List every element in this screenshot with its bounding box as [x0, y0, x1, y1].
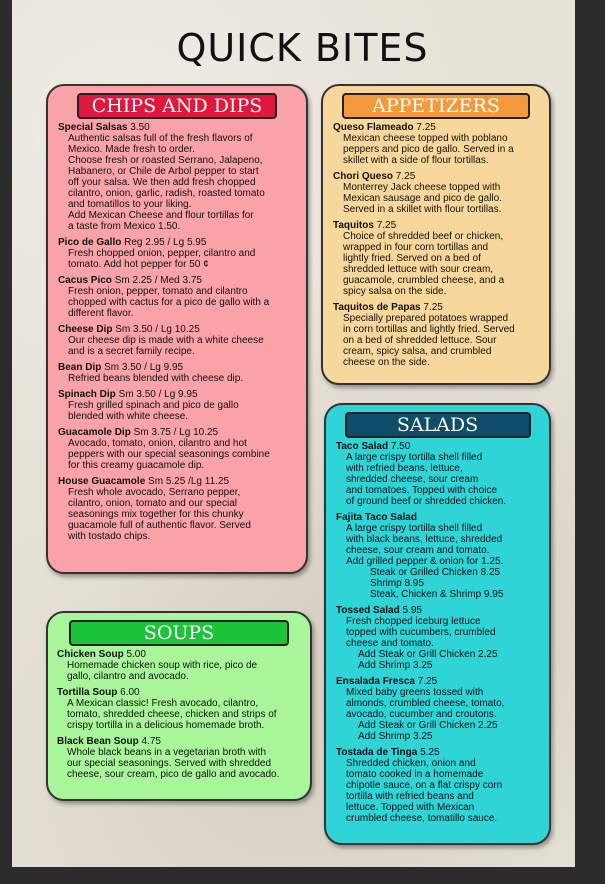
- description-line: a taste from Mexico 1.50.: [68, 221, 181, 232]
- menu-item-price: Sm 3.50 / Lg 9.95: [104, 362, 184, 373]
- menu-item-header: [58, 476, 298, 487]
- menu-item: [336, 676, 546, 742]
- menu-item: [336, 747, 546, 824]
- description-line: cheese on the side.: [343, 357, 430, 368]
- description-line: A large crispy tortilla shell filled: [346, 452, 483, 463]
- description-line: Mexican sausage and pico de gallo.: [343, 193, 502, 204]
- menu-item-header: [58, 427, 298, 438]
- menu-item-name: Chori Queso: [333, 171, 394, 182]
- menu-item: [58, 476, 298, 542]
- menu-item-price: Sm 3.50 / Lg 9.95: [118, 389, 198, 400]
- salads-header: SALADS: [345, 412, 531, 438]
- description-line: Mexico. Made fresh to order.: [68, 144, 195, 155]
- description-line: Habanero, or Chile de Arbol pepper to start: [68, 166, 259, 177]
- description-line: crumbled cheese, tomatillo sauce.: [346, 813, 498, 824]
- menu-item-header: [333, 220, 543, 231]
- description-line: different flavor.: [68, 308, 134, 319]
- menu-item-price: 7.25: [423, 302, 443, 313]
- description-line: Served in a skillet with flour tortillas.: [343, 204, 502, 215]
- description-line: in corn tortillas and lightly fried. Served: [343, 324, 515, 335]
- description-line: Homemade chicken soup with rice, pico de: [67, 660, 258, 671]
- menu-item-price: 7.25: [376, 220, 397, 231]
- menu-item-name: Chicken Soup: [57, 649, 124, 660]
- menu-item-description: [57, 747, 307, 780]
- menu-item-description: [333, 313, 543, 368]
- menu-item-name: Cheese Dip: [58, 324, 113, 335]
- menu-item: [58, 237, 298, 270]
- menu-item-description: [58, 133, 298, 232]
- description-line: guacamole, crumbled cheese, and a: [343, 275, 505, 286]
- menu-item-price: Sm 3.75 / Lg 10.25: [133, 427, 219, 438]
- page-title: QUICK BITES: [176, 26, 429, 70]
- description-line: Fresh whole avocado, Serrano pepper,: [68, 487, 241, 498]
- description-line: Refried beans blended with cheese dip.: [68, 373, 244, 384]
- description-line: Fresh chopped iceburg lettuce: [346, 616, 481, 627]
- description-line: cheese, sour cream and tomato.: [346, 545, 490, 556]
- menu-item-price: Sm 2.25 / Med 3.75: [114, 275, 202, 286]
- menu-item-header: [58, 362, 298, 373]
- description-line: cilantro, onion, tomato and our special: [68, 498, 237, 509]
- menu-item: [58, 122, 298, 232]
- menu-item-price: 4.75: [141, 736, 161, 747]
- menu-item-name: Queso Flameado: [333, 122, 414, 133]
- menu-item-description: [333, 133, 543, 166]
- menu-item-description: [336, 616, 546, 671]
- description-line: avocado, cucumber and croutons.: [346, 709, 497, 720]
- menu-item-name: Taco Salad: [336, 441, 389, 452]
- menu-item-name: Pico de Gallo: [58, 237, 122, 248]
- description-line: tomato, shredded cheese, chicken and strips of: [67, 709, 277, 720]
- description-line: Add grilled pepper & onion for 1.25.: [346, 556, 504, 567]
- menu-item-header: [333, 302, 543, 313]
- menu-item-name: Fajita Taco Salad: [336, 512, 417, 523]
- menu-item-name: Ensalada Fresca: [336, 676, 415, 687]
- menu-item-name: Special Salsas: [58, 122, 128, 133]
- description-line: with refried beans, lettuce,: [346, 463, 463, 474]
- description-line: chopped with cactus for a pico de gallo with a: [68, 297, 270, 308]
- menu-item-description: [58, 286, 298, 319]
- menu-item-header: [336, 747, 546, 758]
- menu-item: [58, 389, 298, 422]
- menu-item-header: [57, 649, 307, 660]
- menu-item: [57, 649, 307, 682]
- menu-item: [58, 324, 298, 357]
- description-line: lettuce. Topped with Mexican: [346, 802, 475, 813]
- menu-item-description: [336, 687, 546, 742]
- salads-panel: [324, 403, 551, 845]
- description-line: seasonings mix together for this chunky: [68, 509, 244, 520]
- description-line: off your salsa. We then add fresh chopped: [68, 177, 256, 188]
- menu-item-price: 7.25: [417, 676, 438, 687]
- description-line: of ground beef or shredded chicken.: [346, 496, 507, 507]
- soups-header: SOUPS: [69, 620, 289, 646]
- menu-item-price: Reg 2.95 / Lg 5.95: [124, 237, 207, 248]
- menu-item-price: Sm 3.50 / Lg 10.25: [115, 324, 200, 335]
- add-on-option: Steak, Chicken & Shrimp 9.95: [370, 589, 504, 600]
- menu-item-price: 5.25: [420, 747, 440, 758]
- menu-item-price: 6.00: [120, 687, 140, 698]
- menu-item-description: [58, 487, 298, 542]
- description-line: tortilla with refried beans and: [346, 791, 474, 802]
- soups-list: [57, 649, 307, 785]
- description-line: peppers and pico de gallo. Served in a: [343, 144, 514, 155]
- description-line: and is a secret family recipe.: [68, 346, 195, 357]
- menu-item-name: Guacamole Dip: [58, 427, 131, 438]
- menu-item: [336, 605, 546, 671]
- menu-item-description: [57, 660, 307, 682]
- menu-item-description: [58, 400, 298, 422]
- menu-item-description: [57, 698, 307, 731]
- description-line: Authentic salsas full of the fresh flavors of: [68, 133, 253, 144]
- menu-item: [333, 122, 543, 166]
- description-line: with tostado chips.: [68, 531, 151, 542]
- salads-list: [336, 441, 546, 829]
- menu-item-price: 5.00: [126, 649, 146, 660]
- description-line: and tomatoes. Topped with choice: [346, 485, 498, 496]
- menu-item-header: [58, 324, 298, 335]
- description-line: Fresh onion, pepper, tomato and cilantro: [68, 286, 248, 297]
- menu-item-header: [336, 512, 546, 523]
- add-on-option: Steak or Grilled Chicken 8.25: [370, 567, 501, 578]
- description-line: Avocado, tomato, onion, cilantro and hot: [68, 438, 247, 449]
- description-line: chipotle sauce, on a flat crispy corn: [346, 780, 503, 791]
- menu-item-name: Tossed Salad: [336, 605, 400, 616]
- menu-item-name: Tostada de Tinga: [336, 747, 418, 758]
- description-line: cheese, sour cream, pico de gallo and avocado.: [67, 769, 280, 780]
- menu-item-header: [58, 237, 298, 248]
- menu-item-description: [336, 452, 546, 507]
- menu-item-header: [333, 171, 543, 182]
- menu-item-name: Taquitos: [333, 220, 374, 231]
- description-line: peppers with our special seasonings combine: [68, 449, 270, 460]
- menu-item-description: [58, 438, 298, 471]
- menu-item-price: 5.95: [402, 605, 422, 616]
- menu-item-price: 7.50: [390, 441, 411, 452]
- description-line: spicy salsa on the side.: [343, 286, 447, 297]
- description-line: skillet with a side of flour tortillas.: [343, 155, 489, 166]
- description-line: topped with cucumbers, crumbled: [346, 627, 496, 638]
- menu-item-header: [57, 736, 307, 747]
- menu-item: [57, 687, 307, 731]
- description-line: wrapped in four corn tortillas and: [343, 242, 489, 253]
- menu-item-description: [58, 248, 298, 270]
- description-line: Choice of shredded beef or chicken,: [343, 231, 504, 242]
- description-line: Our cheese dip is made with a white cheese: [68, 335, 264, 346]
- menu-item: [58, 427, 298, 471]
- soups-panel: [46, 611, 312, 801]
- description-line: almonds, crumbled cheese, tomato,: [346, 698, 505, 709]
- description-line: cheese and tomato.: [346, 638, 434, 649]
- menu-item: [333, 302, 543, 368]
- menu-item-price: Sm 5.25 /Lg 11.25: [148, 476, 230, 487]
- chips-panel: [46, 84, 308, 574]
- description-line: blended with white cheese.: [68, 411, 189, 422]
- description-line: A Mexican classic! Fresh avocado, cilantro,: [67, 698, 259, 709]
- menu-item-name: House Guacamole: [58, 476, 146, 487]
- description-line: Mixed baby greens tossed with: [346, 687, 484, 698]
- description-line: tomato. Add hot pepper for 50 ¢: [68, 259, 209, 270]
- menu-item: [333, 171, 543, 215]
- description-line: for this creamy guacamole dip.: [68, 460, 205, 471]
- appetizers-panel: [321, 84, 551, 385]
- appetizers-list: [333, 122, 543, 373]
- description-line: Shredded chicken, onion and: [346, 758, 476, 769]
- chips-header: CHIPS AND DIPS: [77, 93, 277, 119]
- menu-item-header: [336, 676, 546, 687]
- description-line: Fresh chopped onion, pepper, cilantro and: [68, 248, 256, 259]
- description-line: Add Mexican Cheese and flour tortillas for: [68, 210, 254, 221]
- add-on-option: Add Steak or Grill Chicken 2.25: [358, 720, 498, 731]
- description-line: Specially prepared potatoes wrapped: [343, 313, 509, 324]
- description-line: on a bed of shredded lettuce. Sour: [343, 335, 497, 346]
- menu-item: [333, 220, 543, 297]
- menu-item-header: [336, 441, 546, 452]
- description-line: guacamole full of authentic flavor. Served: [68, 520, 251, 531]
- menu-item-price: 3.50: [130, 122, 150, 133]
- description-line: cream, spicy salsa, and crumbled: [343, 346, 492, 357]
- description-line: Choose fresh or roasted Serrano, Jalapeno,: [68, 155, 263, 166]
- description-line: with black beans, lettuce, shredded: [346, 534, 503, 545]
- description-line: A large crispy tortilla shell filled: [346, 523, 483, 534]
- description-line: and tomatillos to your liking.: [68, 199, 192, 210]
- description-line: tomato cooked in a homemade: [346, 769, 484, 780]
- description-line: our special seasonings. Served with shredded: [67, 758, 272, 769]
- description-line: Whole black beans in a vegetarian broth with: [67, 747, 267, 758]
- add-on-option: Shrimp 8.95: [370, 578, 424, 589]
- menu-item: [336, 441, 546, 507]
- menu-item-name: Cacus Pico: [58, 275, 112, 286]
- menu-item-header: [57, 687, 307, 698]
- appetizers-header: APPETIZERS: [342, 93, 530, 119]
- menu-item-name: Spinach Dip: [58, 389, 116, 400]
- menu-item-header: [333, 122, 543, 133]
- menu-item: [58, 362, 298, 384]
- description-line: crispy tortilla in a delicious homemade broth.: [67, 720, 265, 731]
- menu-item-header: [336, 605, 546, 616]
- menu-item: [57, 736, 307, 780]
- description-line: gallo, cilantro and avocado.: [67, 671, 189, 682]
- menu-item-description: [58, 373, 298, 384]
- menu-item-price: 7.25: [395, 171, 416, 182]
- add-on-option: Add Shrimp 3.25: [358, 660, 433, 671]
- description-line: Mexican cheese topped with poblano: [343, 133, 508, 144]
- menu-item-name: Taquitos de Papas: [333, 302, 421, 313]
- menu-item-description: [336, 523, 546, 600]
- menu-item-description: [333, 182, 543, 215]
- description-line: shredded lettuce with sour cream,: [343, 264, 494, 275]
- menu-item-name: Tortilla Soup: [57, 687, 118, 698]
- description-line: cilantro, onion, garlic, radish, roasted tomato: [68, 188, 265, 199]
- menu-item-header: [58, 275, 298, 286]
- menu-item: [336, 512, 546, 600]
- menu-item-header: [58, 389, 298, 400]
- menu-item: [58, 275, 298, 319]
- menu-item-description: [333, 231, 543, 297]
- menu-item-name: Bean Dip: [58, 362, 102, 373]
- add-on-option: Add Steak or Grill Chicken 2.25: [358, 649, 498, 660]
- menu-item-description: [336, 758, 546, 824]
- menu-item-price: 7.25: [416, 122, 436, 133]
- menu-item-header: [58, 122, 298, 133]
- add-on-option: Add Shrimp 3.25: [358, 731, 433, 742]
- description-line: Monterrey Jack cheese topped with: [343, 182, 501, 193]
- description-line: shredded cheese, sour cream: [346, 474, 479, 485]
- description-line: lightly fried. Served on a bed of: [343, 253, 481, 264]
- menu-item-description: [58, 335, 298, 357]
- menu-item-name: Black Bean Soup: [57, 736, 139, 747]
- description-line: Fresh grilled spinach and pico de gallo: [68, 400, 239, 411]
- chips-list: [58, 122, 298, 547]
